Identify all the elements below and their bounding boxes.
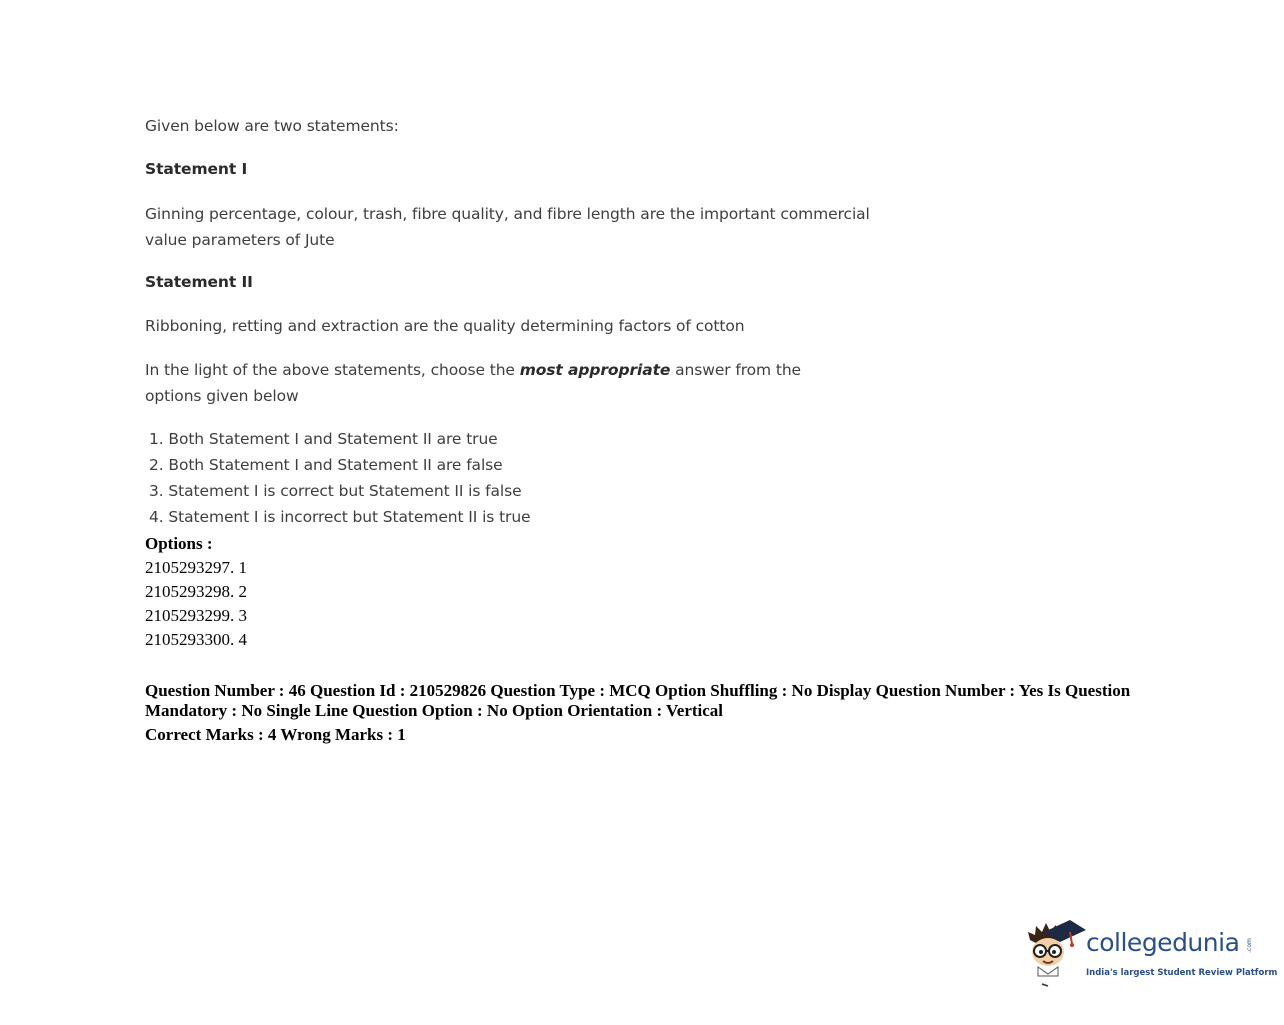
- question-meta: [145, 681, 1165, 745]
- answer-item-2: 2. Both Statement I and Statement II are false: [149, 456, 503, 474]
- statement-2-heading: Statement II: [145, 273, 253, 291]
- statement-2-text: Ribboning, retting and extraction are the quality determining factors of cotton: [145, 317, 745, 335]
- question-instruction: [145, 357, 860, 409]
- answer-list: [149, 428, 531, 532]
- option-item-2: 2105293298. 2: [145, 582, 247, 601]
- logo-wordmark: collegedunia: [1086, 928, 1240, 957]
- option-item-1: 2105293297. 1: [145, 558, 247, 577]
- instruction-before: In the light of the above statements, choose the: [145, 361, 520, 379]
- student-mascot-icon: [1024, 918, 1086, 990]
- statement-1-text: Ginning percentage, colour, trash, fibre quality, and fibre length are the important commercial value parameters of Jute: [145, 205, 870, 249]
- collegedunia-logo: [1024, 918, 1278, 990]
- logo-tagline: India's largest Student Review Platform: [1086, 968, 1278, 978]
- options-heading: Options :: [145, 534, 213, 553]
- answer-item-3: 3. Statement I is correct but Statement II is false: [149, 482, 522, 500]
- answer-item-1: 1. Both Statement I and Statement II are true: [149, 430, 498, 448]
- question-intro: Given below are two statements:: [145, 117, 399, 135]
- instruction-after: answer from the options given below: [145, 361, 801, 405]
- option-item-3: 2105293299. 3: [145, 606, 247, 625]
- statement-1-heading: Statement I: [145, 160, 248, 178]
- question-meta-details: Question Number : 46 Question Id : 210529826 Question Type : MCQ Option Shuffling : No Display Question Number : Yes Is Question Mandatory : No Single Line Question Option : No Option Orientation : Vertical: [145, 681, 1131, 720]
- option-item-4: 2105293300. 4: [145, 630, 247, 649]
- logo-suffix: .com: [1245, 938, 1253, 953]
- instruction-emphasis: most appropriate: [519, 361, 671, 379]
- question-marks: Correct Marks : 4 Wrong Marks : 1: [145, 725, 406, 744]
- options-block: [145, 532, 247, 652]
- answer-item-4: 4. Statement I is incorrect but Statement II is true: [149, 508, 531, 526]
